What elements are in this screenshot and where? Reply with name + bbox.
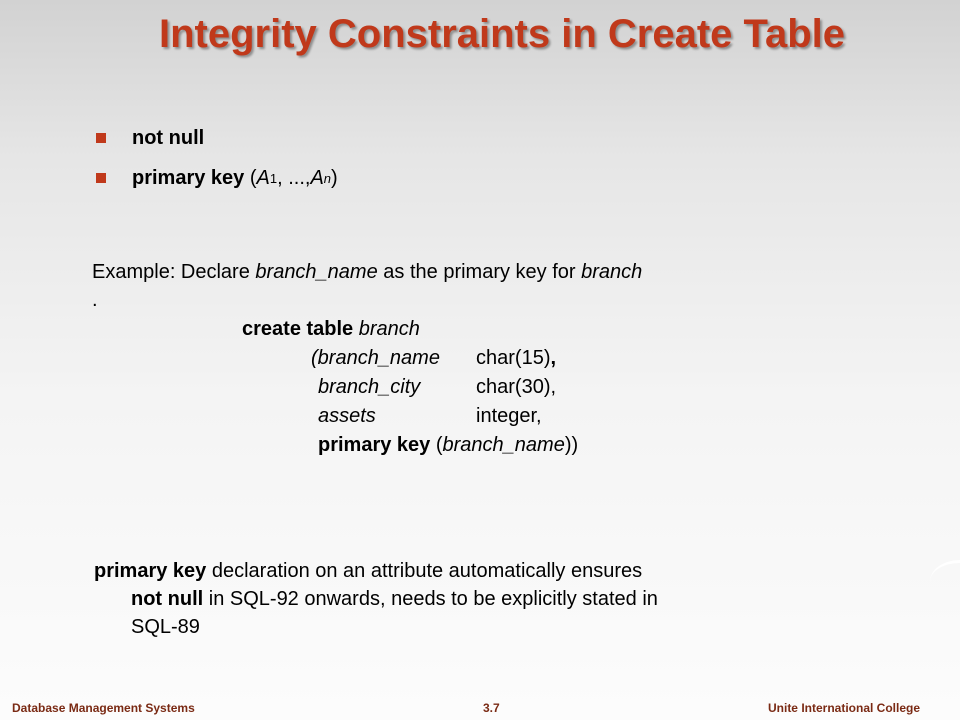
bullet-paren-close: ) (331, 166, 338, 189)
note-keyword-primary-key: primary key (94, 560, 207, 582)
code-attr: branch_city (318, 376, 421, 398)
note-text: in SQL-92 onwards, needs to be explicitly stated in (203, 588, 658, 610)
note-line-3: SQL-89 (131, 616, 200, 638)
bullet-sub-n: n (323, 170, 332, 186)
footer-course: Database Management Systems (12, 701, 195, 715)
bullet-item-not-null (96, 118, 338, 158)
square-bullet-icon (96, 133, 106, 143)
bullet-text: not null (132, 126, 205, 149)
bullet-item-primary-key (96, 158, 338, 198)
bullet-paren-open: ( (249, 166, 257, 189)
bullet-ellipsis: , ..., (277, 166, 311, 189)
code-attr: assets (318, 405, 376, 427)
note-text: declaration on an attribute automatically ensures (206, 560, 643, 582)
note-line-2 (94, 585, 794, 613)
code-line-row3-type (476, 402, 542, 431)
bullet-sub-1: 1 (269, 170, 278, 186)
code-line-row3-attr (318, 402, 376, 431)
bullet-attr-a: A (256, 166, 270, 189)
bullet-attr-a2: A (310, 166, 324, 189)
code-line-row2-attr (318, 373, 420, 402)
code-table-name: branch (358, 318, 420, 340)
code-type: char(15) (476, 347, 551, 369)
footer-institution: Unite International College (767, 701, 920, 715)
slide-title: Integrity Constraints in Create Table (158, 12, 846, 56)
footer-slide-number: 3.7 (483, 701, 500, 715)
code-type: integer, (476, 405, 542, 427)
example-text (92, 258, 642, 314)
code-pk-keyword: primary key (318, 434, 431, 456)
code-line-primary-key (318, 431, 578, 460)
example-line (92, 258, 642, 286)
code-create-keyword: create table (242, 318, 354, 340)
slide-footer (0, 699, 960, 720)
code-type: char(30), (476, 376, 557, 398)
code-pk-close: )) (564, 434, 579, 456)
code-line-row1-type (476, 344, 556, 373)
primary-key-note (94, 557, 794, 641)
code-line-row2-type (476, 373, 556, 402)
example-attr: branch_name (255, 261, 378, 283)
square-bullet-icon (96, 173, 106, 183)
code-pk-attr: branch_name (442, 434, 565, 456)
code-comma: , (550, 347, 557, 369)
example-mid: as the primary key for (377, 261, 582, 283)
code-line-create (242, 315, 420, 344)
code-pk-open: ( (430, 434, 443, 456)
code-attr: (branch_name (311, 347, 440, 369)
example-relation: branch (581, 261, 643, 283)
example-prefix: Example: Declare (92, 261, 256, 283)
note-line-1 (94, 557, 794, 585)
bullet-keyword: primary key (132, 166, 245, 189)
bullet-list (96, 118, 338, 198)
decorative-swoosh (930, 560, 960, 603)
example-dot: . (92, 289, 98, 311)
code-line-row1-attr (311, 344, 440, 373)
note-keyword-not-null: not null (131, 588, 204, 610)
